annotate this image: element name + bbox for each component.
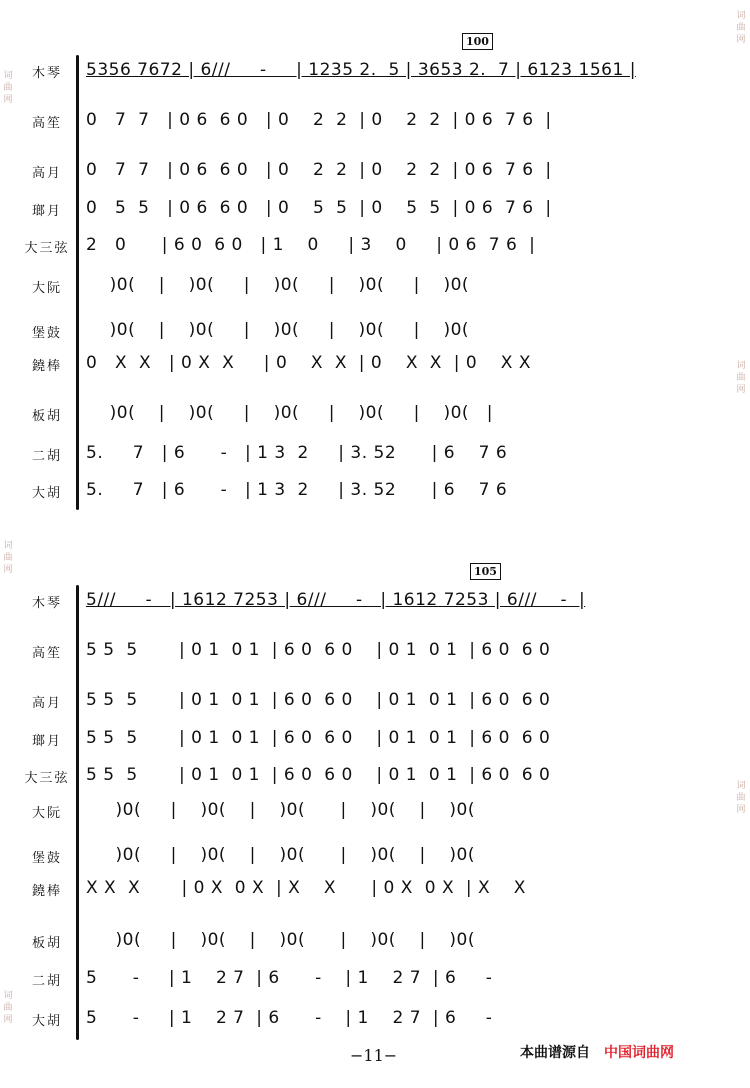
instrument-label: 大阮	[31, 281, 62, 296]
source-credit	[520, 1042, 674, 1062]
instrument-label: 鐃棒	[31, 884, 62, 899]
notation-row: )0( | )0( | )0( | )0( | )0(	[86, 275, 493, 295]
notation-row: X X X | 0 X 0 X | X X | 0 X 0 X | X X	[86, 878, 550, 898]
notation-row: )0( | )0( | )0( | )0( | )0(	[86, 930, 499, 950]
notation-row: )0( | )0( | )0( | )0( | )0(	[86, 320, 493, 340]
notation-row: )0( | )0( | )0( | )0( | )0( |	[86, 403, 494, 423]
side-watermark: 词曲网	[3, 991, 13, 1025]
system-bracket	[76, 55, 79, 510]
notation-row: 0 5 5 | 0 6 6 0 | 0 5 5 | 0 5 5 | 0 6 7 6 |	[86, 198, 552, 218]
notation-row: 5 - | 1 2 7 | 6 - | 1 2 7 | 6 -	[86, 968, 511, 988]
instrument-label: 堡鼓	[31, 851, 62, 866]
notation-row: 5356 7672 | 6/// - | 1235 2. 5 | 3653 2. 7 | 6123 1561 |	[86, 60, 636, 80]
notation-row: 5 5 5 | 0 1 0 1 | 6 0 6 0 | 0 1 0 1 | 6 0 6 0	[86, 728, 563, 748]
side-watermark: 词曲网	[3, 71, 13, 105]
instrument-label: 鐃棒	[31, 359, 62, 374]
instrument-label: 堡鼓	[31, 326, 62, 341]
instrument-label: 瑯月	[31, 734, 62, 749]
instrument-label: 高笙	[31, 646, 62, 661]
rehearsal-mark: 105	[470, 563, 501, 580]
instrument-label: 板胡	[31, 936, 62, 951]
notation-row: 5 - | 1 2 7 | 6 - | 1 2 7 | 6 -	[86, 1008, 511, 1028]
notation-row: 5 5 5 | 0 1 0 1 | 6 0 6 0 | 0 1 0 1 | 6 0 6 0	[86, 690, 563, 710]
notation-row: 5. 7 | 6 - | 1 3 2 | 3. 52 | 6 7 6	[86, 443, 520, 463]
instrument-label: 高月	[31, 696, 62, 711]
instrument-label: 大胡	[31, 486, 62, 501]
instrument-label: 木琴	[31, 66, 62, 81]
system-bracket	[76, 585, 79, 1040]
notation-row: 5 5 5 | 0 1 0 1 | 6 0 6 0 | 0 1 0 1 | 6 0 6 0	[86, 640, 563, 660]
instrument-label: 大胡	[31, 1014, 62, 1029]
source-text: 本曲谱源自	[520, 1045, 590, 1061]
instrument-label: 高月	[31, 166, 62, 181]
instrument-label: 大三弦	[24, 241, 70, 256]
instrument-label: 板胡	[31, 409, 62, 424]
notation-row: 2 0 | 6 0 6 0 | 1 0 | 3 0 | 0 6 7 6 |	[86, 235, 536, 255]
notation-row: 0 7 7 | 0 6 6 0 | 0 2 2 | 0 2 2 | 0 6 7 6 |	[86, 110, 552, 130]
instrument-label: 瑯月	[31, 204, 62, 219]
instrument-label: 大三弦	[24, 771, 70, 786]
notation-row: 0 7 7 | 0 6 6 0 | 0 2 2 | 0 2 2 | 0 6 7 6 |	[86, 160, 552, 180]
notation-row: 0 X X | 0 X X | 0 X X | 0 X X | 0 X X	[86, 353, 543, 373]
side-watermark: 词曲网	[736, 361, 746, 395]
notation-row: 5 5 5 | 0 1 0 1 | 6 0 6 0 | 0 1 0 1 | 6 0 6 0	[86, 765, 563, 785]
side-watermark: 词曲网	[736, 11, 746, 45]
notation-row: )0( | )0( | )0( | )0( | )0(	[86, 800, 499, 820]
source-brand-link[interactable]: 中国词曲网	[604, 1045, 674, 1061]
instrument-label: 二胡	[31, 449, 62, 464]
instrument-label: 高笙	[31, 116, 62, 131]
instrument-label: 二胡	[31, 974, 62, 989]
side-watermark: 词曲网	[736, 781, 746, 815]
notation-row: 5/// - | 1612 7253 | 6/// - | 1612 7253 | 6/// - |	[86, 590, 586, 610]
page-number: −11−	[350, 1046, 398, 1065]
instrument-label: 木琴	[31, 596, 62, 611]
rehearsal-mark: 100	[462, 33, 493, 50]
notation-row: )0( | )0( | )0( | )0( | )0(	[86, 845, 499, 865]
side-watermark: 词曲网	[3, 541, 13, 575]
notation-row: 5. 7 | 6 - | 1 3 2 | 3. 52 | 6 7 6	[86, 480, 520, 500]
instrument-label: 大阮	[31, 806, 62, 821]
